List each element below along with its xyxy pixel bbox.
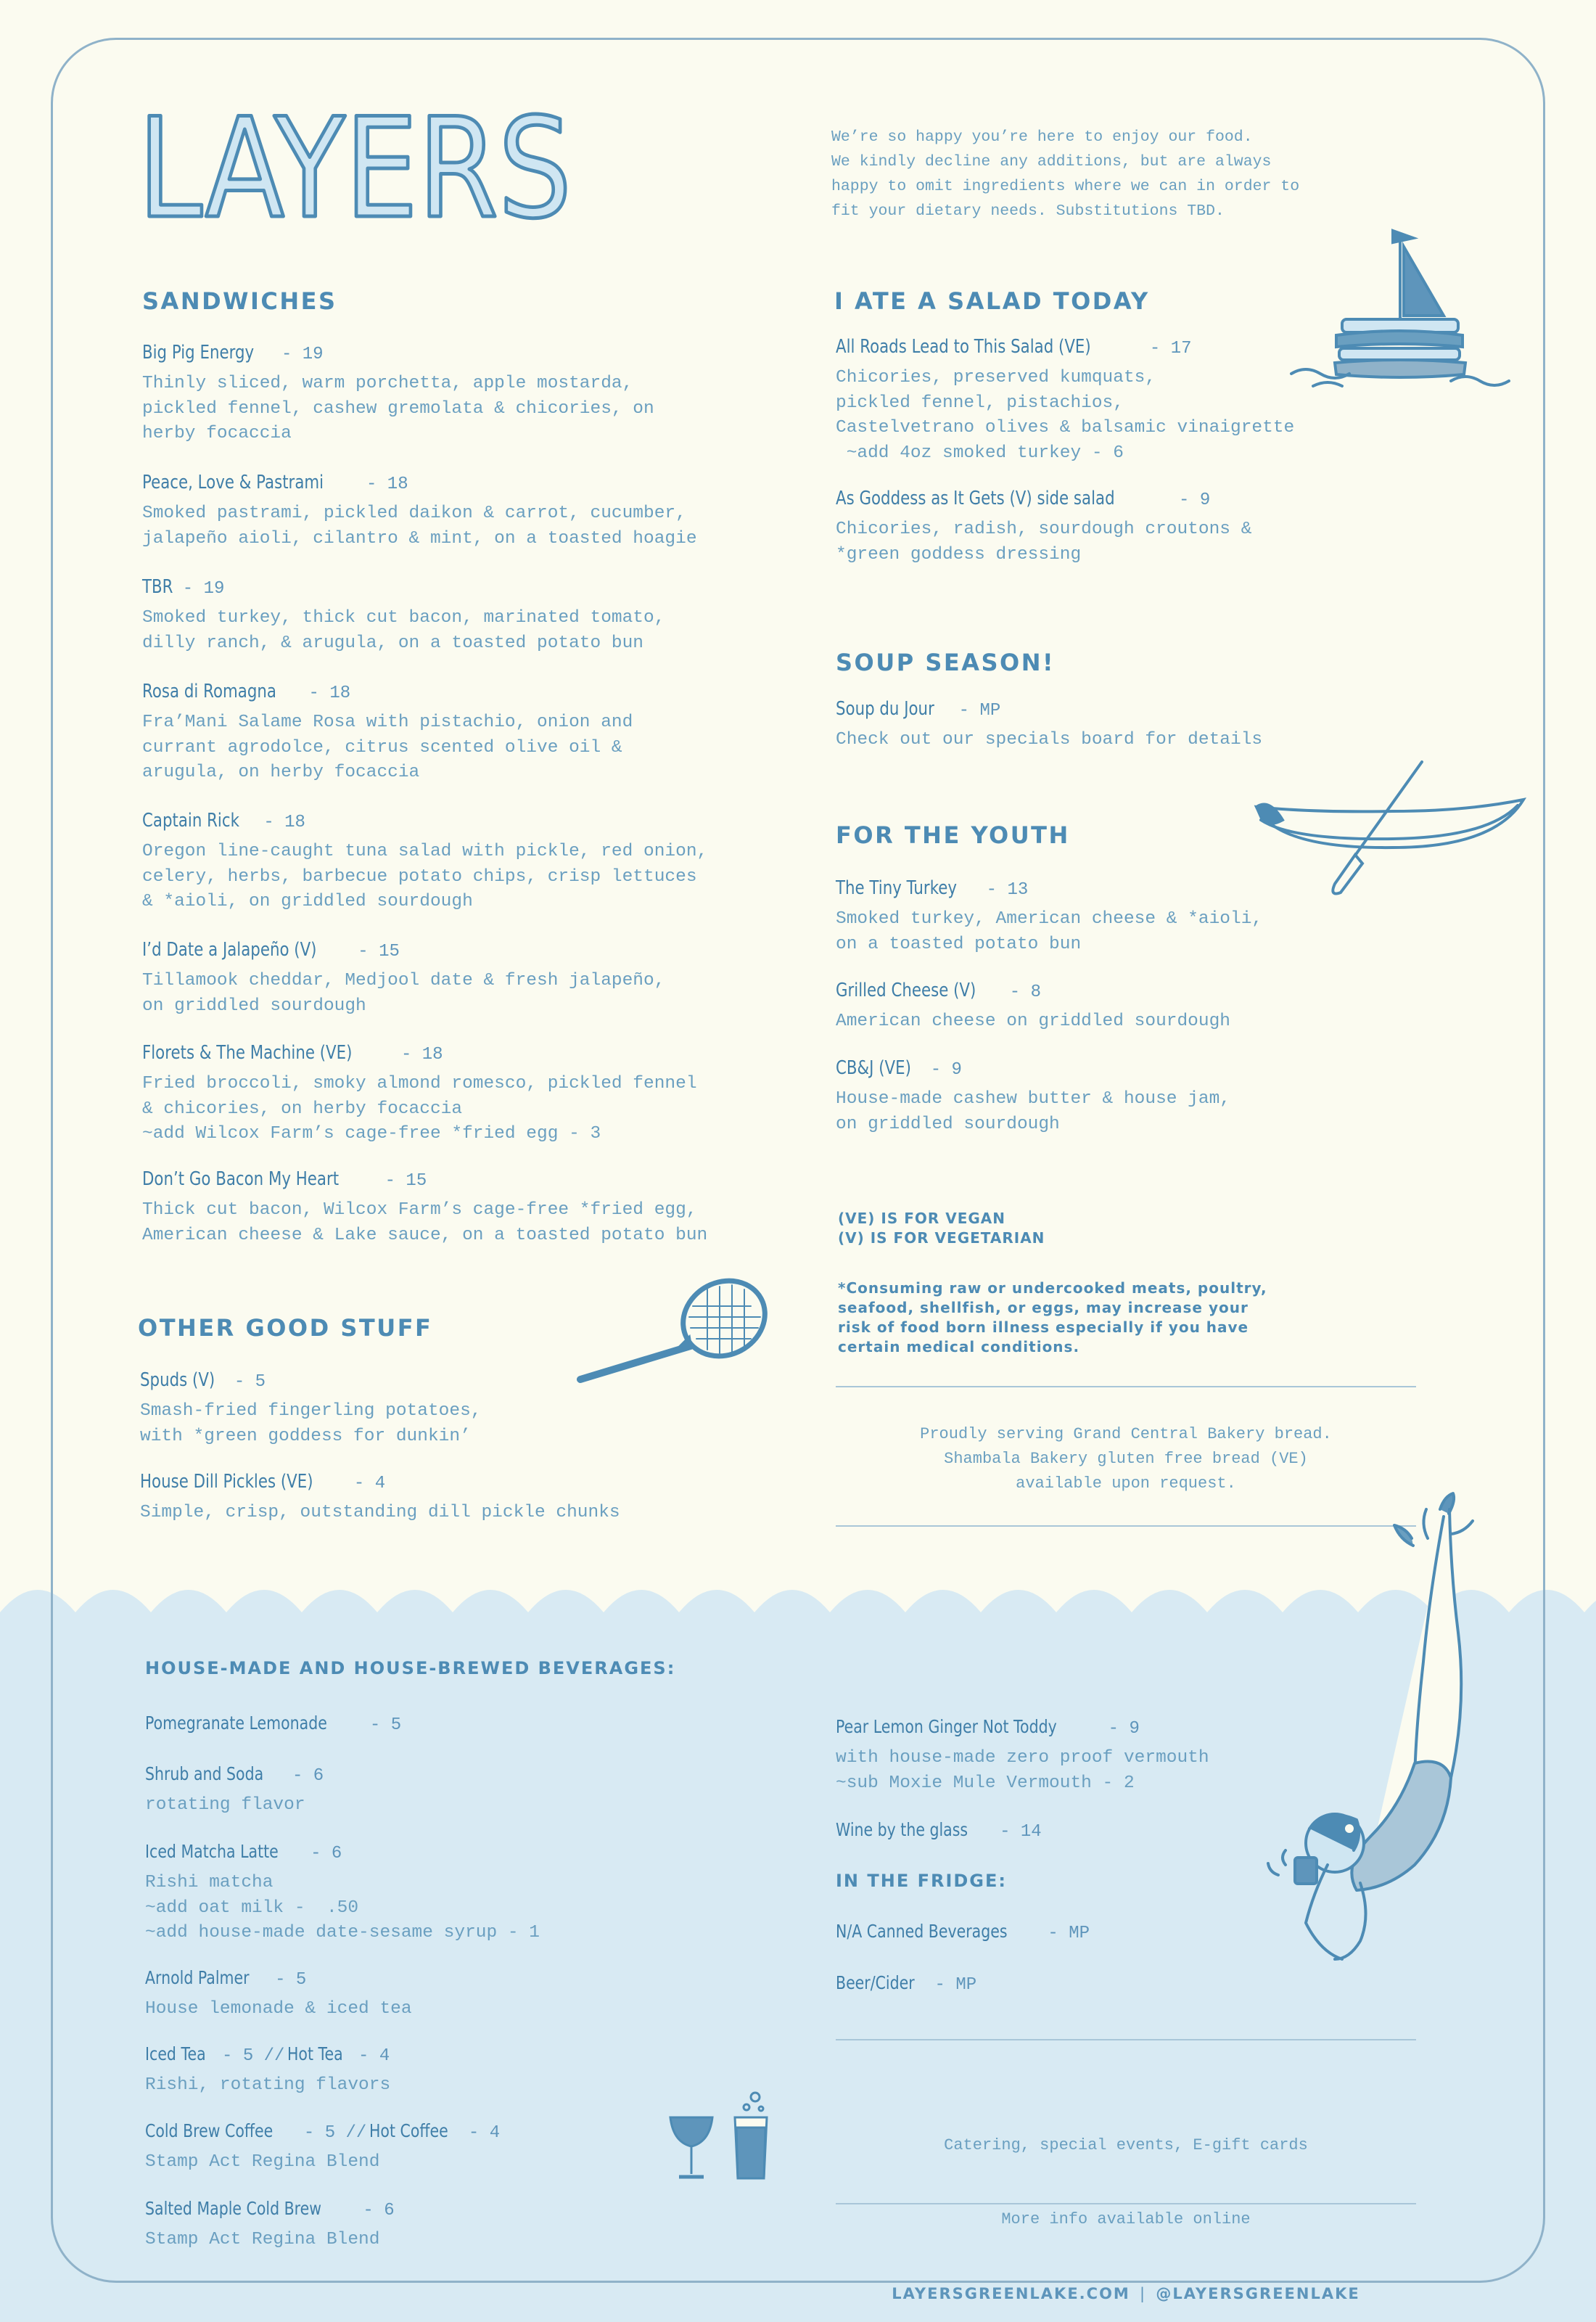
menu-item [142,573,665,656]
website-link[interactable]: LAYERSGREENLAKE.COM [892,2285,1130,2302]
menu-item [140,1366,481,1449]
menu-item [140,1467,620,1526]
item-description: Oregon line-caught tuna salad with pickle, red onion, celery, herbs, barbecue potato chips, crisp lettuces & *aioli, on griddled sourdough [142,842,708,911]
item-name: Peace, Love & Pastrami [142,472,324,493]
menu-item [142,935,665,1019]
item-name: Wine by the glass [836,1819,968,1840]
legend-line: (V) IS FOR VEGETARIAN [838,1229,1045,1247]
item-description: Fra’Mani Salame Rosa with pistachio, onion and currant agrodolce, citrus scented olive oil & arugula, on herby focaccia [142,713,633,782]
item-price: - 9 [1108,1719,1140,1739]
footer-separator: | [1140,2285,1147,2302]
item-name: Pear Lemon Ginger Not Toddy [836,1716,1057,1737]
item-price: - 17 [1149,339,1192,358]
beverage-item [145,1837,540,1946]
menu-item [142,1038,697,1147]
section-title-fridge: IN THE FRIDGE: [836,1871,1007,1891]
beverage-item [145,2194,395,2253]
item-name: TBR [142,576,173,598]
sandwich-sailboat-icon [1284,225,1516,392]
divider [836,2039,1416,2040]
beverage-item [145,1964,412,2022]
menu-item [142,806,707,915]
item-price: - 13 [986,880,1029,900]
item-description: Smoked turkey, American cheese & *aioli, on a toasted potato bun [836,909,1263,954]
item-name: Cold Brew Coffee [145,2120,273,2141]
beverage-item [836,1969,976,2001]
menu-item [836,332,1294,466]
beverage-item [145,2040,390,2099]
menu-item [836,976,1230,1035]
social-handle-link[interactable]: @LAYERSGREENLAKE [1156,2285,1360,2302]
item-price: - 15 [384,1171,427,1191]
tennis-racket-icon [566,1273,776,1390]
footer-line: More info available online [1001,2210,1251,2228]
item-name: Iced Tea [145,2043,206,2064]
canoe-paddle-icon [1248,755,1531,900]
beverage-item [145,2117,500,2175]
beverage-item [145,1709,401,1741]
intro-line: We’re so happy you’re here to enjoy our food. [831,128,1253,146]
warning-line: certain medical conditions. [838,1338,1080,1355]
warning-line: seafood, shellfish, or eggs, may increase your [838,1299,1249,1316]
cocktail-glass-icon [666,2110,717,2183]
dietary-legend [838,1209,1045,1248]
item-price: - 18 [263,813,305,832]
item-price: - 5 // [222,2046,285,2066]
bread-note: Proudly serving Grand Central Bakery bread. Shambala Bakery gluten free bread (VE) available upon request. [920,1425,1332,1493]
item-description: House lemonade & iced tea [145,1999,412,2019]
item-description: Chicories, preserved kumquats, pickled fennel, pistachios, Castelvetrano olives & balsamic vinaigrette ~add 4oz smoked turkey - 6 [836,368,1295,463]
item-name: Big Pig Energy [142,342,255,364]
divider [836,2203,1416,2204]
item-price: - 6 [310,1844,342,1863]
menu-item [142,468,697,551]
section-title-other: OTHER GOOD STUFF [138,1314,433,1342]
divider [836,1386,1416,1387]
item-price: - 5 // [303,2123,367,2143]
section-title-soup: SOUP SEASON! [836,649,1056,676]
item-price: - MP [934,1975,977,1995]
beverage-item [836,1712,1209,1796]
beverage-item [145,1760,324,1818]
intro-line: happy to omit ingredients where we can in order to [831,178,1300,195]
item-price: - 18 [308,684,351,703]
beverage-item [836,1917,1090,1949]
footer-line: Catering, special events, E-gift cards [944,2136,1308,2154]
item-name: House Dill Pickles (VE) [140,1471,313,1493]
section-title-youth: FOR THE YOUTH [836,821,1070,849]
item-name: Don’t Go Bacon My Heart [142,1168,340,1190]
item-price: - MP [1048,1924,1090,1943]
item-name: Captain Rick [142,810,239,832]
menu-item [142,1165,707,1248]
item-description: Tillamook cheddar, Medjool date & fresh jalapeño, on griddled sourdough [142,971,665,1016]
item-description: Rishi, rotating flavors [145,2075,391,2095]
diver-woman-icon [1233,1488,1523,1981]
item-description: Smash-fried fingerling potatoes, with *green goddess for dunkin’ [140,1401,482,1446]
item-price: - 18 [400,1045,443,1064]
item-price: - 4 [353,1474,386,1493]
item-description: Stamp Act Regina Blend [145,2230,380,2249]
item-name: Soup du Jour [836,698,934,720]
item-description: American cheese on griddled sourdough [836,1012,1230,1031]
soda-glass-icon [729,2090,773,2184]
item-description: Thick cut bacon, Wilcox Farm’s cage-free *fried egg, American cheese & Lake sauce, on a toasted potato bun [142,1200,708,1245]
intro-note [831,125,1412,223]
item-price: - 6 [292,1766,324,1786]
item-name: Salted Maple Cold Brew [145,2198,322,2219]
warning-line: *Consuming raw or undercooked meats, poultry, [838,1279,1267,1297]
section-title-sandwiches: SANDWICHES [142,287,337,315]
warning-line: risk of food born illness especially if you have [838,1318,1249,1336]
menu-item [836,694,1262,753]
item-description: Simple, crisp, outstanding dill pickle chunks [140,1503,620,1522]
item-price: - 4 [358,2046,390,2066]
item-description: House-made cashew butter & house jam, on griddled sourdough [836,1089,1230,1134]
menu-item [836,1054,1230,1137]
item-name: Arnold Palmer [145,1967,250,1988]
item-name: CB&J (VE) [836,1057,911,1079]
item-description: Smoked turkey, thick cut bacon, marinated tomato, dilly ranch, & arugula, on a toasted potato bun [142,608,665,653]
item-name: Grilled Cheese (V) [836,980,976,1001]
item-price: - 8 [1009,982,1041,1002]
item-description: Check out our specials board for details [836,730,1263,750]
item-price: - 5 [275,1970,307,1990]
item-price: - 14 [1000,1822,1042,1842]
item-name: Pomegranate Lemonade [145,1712,327,1734]
intro-line: fit your dietary needs. Substitutions TBD. [831,202,1225,220]
item-name: The Tiny Turkey [836,877,958,899]
item-description: Thinly sliced, warm porchetta, apple mostarda, pickled fennel, cashew gremolata & chicories, on herby focaccia [142,374,654,443]
section-title-salad: I ATE A SALAD TODAY [834,287,1150,315]
svg-text:LAYERS: LAYERS [138,99,572,229]
item-description: Smoked pastrami, pickled daikon & carrot, cucumber, jalapeño aioli, cilantro & mint, on a toasted hoagie [142,504,697,549]
item-price: - 4 [468,2123,501,2143]
item-price: - 6 [363,2201,395,2220]
item-name: N/A Canned Beverages [836,1921,1008,1942]
item-price: - 5 [369,1715,402,1735]
menu-item [142,338,654,447]
item-name: Hot Coffee [369,2120,449,2141]
item-name: Beer/Cider [836,1972,915,1993]
item-name: I’d Date a Jalapeño (V) [142,939,317,961]
item-price: - 5 [234,1372,266,1392]
food-safety-warning [838,1279,1267,1357]
layers-logo [138,99,580,229]
item-name: Iced Matcha Latte [145,1841,279,1862]
item-description: Chicories, radish, sourdough croutons & *green goddess dressing [836,520,1252,565]
menu-item [836,484,1251,567]
item-name: Hot Tea [287,2043,344,2064]
beverage-item [836,1816,1042,1847]
menu-item [142,677,633,786]
item-price: - 18 [366,475,408,494]
item-price: - 19 [281,345,324,364]
item-description: rotating flavor [145,1795,305,1815]
item-name: Shrub and Soda [145,1763,264,1784]
item-price: - MP [958,701,1001,721]
item-name: All Roads Lead to This Salad (VE) [836,336,1091,358]
item-price: - 15 [358,942,400,961]
item-name: Rosa di Romagna [142,681,276,702]
legend-line: (VE) IS FOR VEGAN [838,1210,1005,1227]
menu-item [836,874,1262,957]
intro-line: We kindly decline any additions, but are always [831,153,1272,171]
item-name: Florets & The Machine (VE) [142,1042,353,1064]
item-name: As Goddess as It Gets (V) side salad [836,488,1115,509]
item-price: - 9 [930,1060,962,1080]
section-title-beverages: HOUSE-MADE AND HOUSE-BREWED BEVERAGES: [145,1658,676,1678]
item-description: with house-made zero proof vermouth ~sub Moxie Mule Vermouth - 2 [836,1748,1209,1793]
item-price: - 19 [182,579,225,599]
item-name: Spuds (V) [140,1369,215,1391]
item-description: Stamp Act Regina Blend [145,2152,380,2172]
item-price: - 9 [1179,491,1211,510]
item-description: Fried broccoli, smoky almond romesco, pickled fennel & chicories, on herby focaccia ~add Wilcox Farm’s cage-free *fried egg - 3 [142,1074,697,1144]
item-description: Rishi matcha ~add oat milk - .50 ~add house-made date-sesame syrup - 1 [145,1873,540,1942]
